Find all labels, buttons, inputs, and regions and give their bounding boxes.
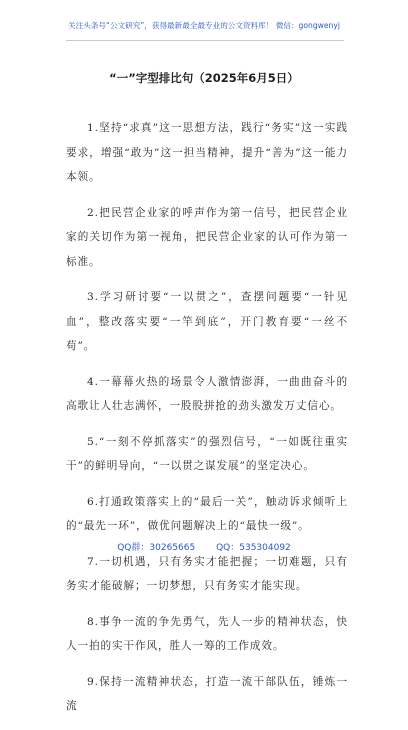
paragraph: 5.“一刻不停抓落实”的强烈信号，“一如既往重实干”的鲜明导向，“一以贯之谋发展”的坚定决心。: [66, 435, 348, 472]
paragraph: 7.一切机遇，只有务实才能把握；一切难题，只有务实才能破解；一切梦想，只有务实才能实现。: [66, 555, 348, 592]
footer-qq: QQ：535304092: [216, 543, 291, 553]
document-body: [66, 116, 348, 730]
paragraph: 1.坚持“求真”这一思想方法，践行“务实”这一实践要求，增强“敢为”这一担当精神，提升“善为”这一能力本领。: [66, 122, 348, 183]
paragraph: 3.学习研讨要“一以贯之”，查摆问题要“一针见血”，整改落实要“一竿到底”，开门教育要“一丝不苟”。: [66, 291, 348, 352]
document-title: “一”字型排比句（2025年6月5日）: [109, 71, 299, 85]
header-notice: 关注头条号“公文研究”，获得最新最全最专业的公文资料库！ 微信：gongwenyj: [68, 21, 340, 30]
paragraph: 6.打通政策落实上的“最后一关”，触动诉求倾听上的“最先一环”，做优问题解决上的“最快一级”。: [66, 495, 348, 532]
footer-qq-group: QQ群：30265665: [117, 543, 196, 553]
footer-contact: [0, 540, 408, 553]
header-divider: [66, 40, 344, 41]
paragraph: 9.保持一流精神状态，打造一流干部队伍，锤炼一流: [66, 675, 348, 712]
paragraph: 2.把民营企业家的呼声作为第一信号，把民营企业家的关切作为第一视角，把民营企业家的认可作为第一标准。: [66, 206, 348, 268]
paragraph: 8.事争一流的争先勇气，先人一步的精神状态，快人一拍的实干作风，胜人一筹的工作成效。: [66, 615, 348, 652]
paragraph: 4.一幕幕火热的场景令人激情澎湃，一曲曲奋斗的高歌让人壮志满怀，一股股拼抢的劲头激发万丈信心。: [66, 375, 348, 412]
